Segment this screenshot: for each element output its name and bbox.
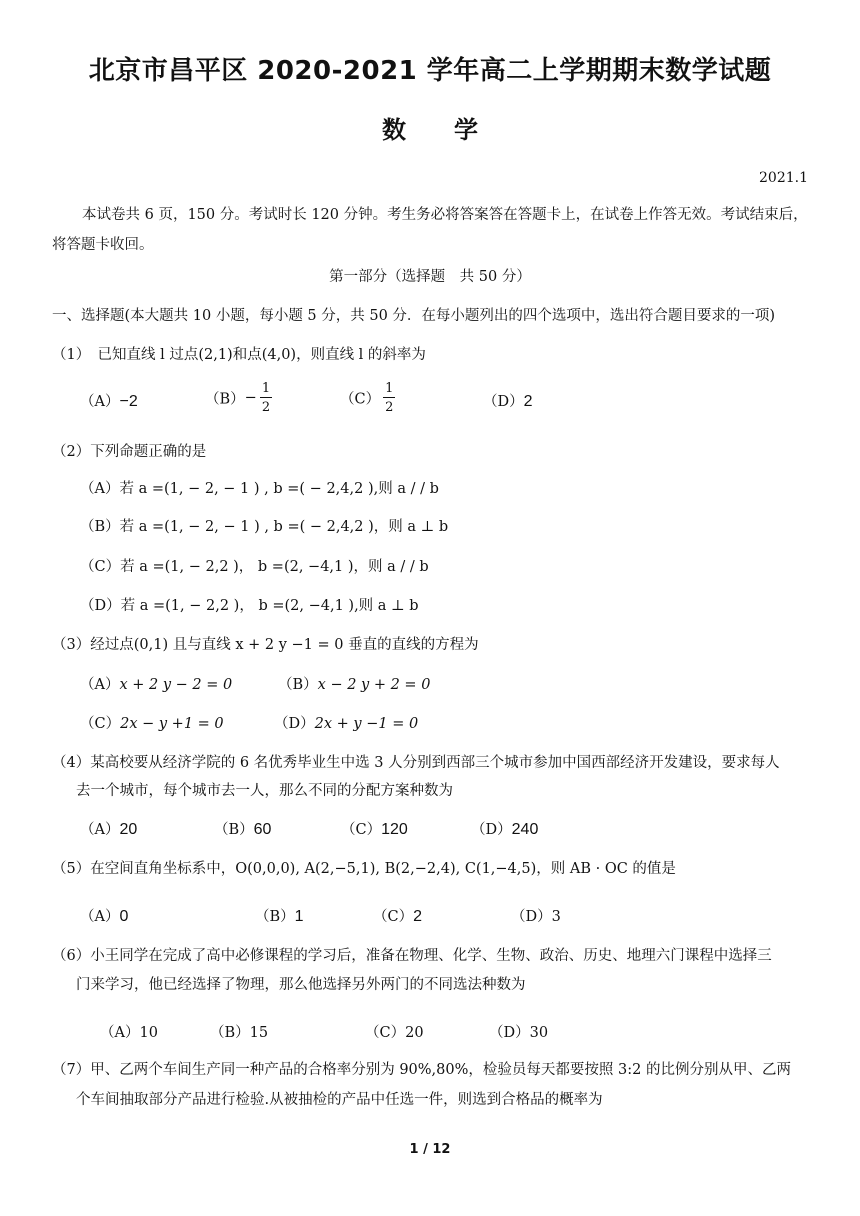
q2-option-b bbox=[80, 515, 448, 536]
q1-option-c bbox=[340, 382, 395, 414]
subject-heading: 数 学 bbox=[382, 116, 478, 144]
option-label: （B） bbox=[278, 677, 318, 693]
option-text: 若 a =(1, − 2,2 )， b =(2, −4,1 ),则 a ⊥ b bbox=[120, 598, 419, 614]
q4-option-a bbox=[80, 818, 137, 839]
option-text: − bbox=[244, 390, 257, 406]
option-label: （D） bbox=[274, 716, 315, 732]
option-text: 120 bbox=[381, 821, 408, 838]
option-label: （C） bbox=[365, 1025, 406, 1041]
q5-option-d bbox=[511, 905, 561, 926]
option-label: （D） bbox=[483, 394, 524, 410]
q3-option-b bbox=[278, 673, 430, 694]
option-text: 2 bbox=[523, 393, 533, 410]
q3-option-c bbox=[80, 712, 224, 733]
option-text: x + 2 y − 2 = 0 bbox=[119, 677, 233, 693]
q6-option-c bbox=[365, 1021, 424, 1042]
option-label: （A） bbox=[80, 822, 120, 838]
option-text: −2 bbox=[119, 393, 138, 410]
exam-title: 北京市昌平区 2020-2021 学年高二上学期期末数学试题 bbox=[88, 56, 772, 86]
q5-option-b bbox=[255, 905, 304, 926]
option-label: （D） bbox=[471, 822, 512, 838]
page-number: 1 / 12 bbox=[409, 1142, 451, 1157]
option-text: x − 2 y + 2 = 0 bbox=[317, 677, 431, 693]
q2-option-a bbox=[80, 477, 439, 498]
question-1-stem: （1） 已知直线 l 过点(2,1)和点(4,0)，则直线 l 的斜率为 bbox=[52, 347, 426, 363]
option-text: 20 bbox=[405, 1025, 424, 1041]
q2-option-c bbox=[80, 555, 429, 576]
fraction-denominator: 2 bbox=[261, 400, 271, 415]
fraction bbox=[260, 382, 272, 414]
q1-option-a bbox=[80, 390, 138, 411]
option-label: （B） bbox=[210, 1025, 250, 1041]
question-6-stem: （6）小王同学在完成了高中必修课程的学习后，准备在物理、化学、生物、政治、历史、地理六门课程中选择三 bbox=[52, 948, 772, 964]
q2-option-d bbox=[80, 594, 419, 615]
option-label: （B） bbox=[214, 822, 254, 838]
q4-option-c bbox=[341, 818, 408, 839]
fraction-numerator: 1 bbox=[261, 381, 271, 396]
fraction-numerator: 1 bbox=[385, 381, 394, 396]
fraction bbox=[383, 382, 395, 414]
option-label: （A） bbox=[80, 677, 120, 693]
q6-option-a bbox=[100, 1021, 158, 1042]
option-text: 3 bbox=[551, 909, 561, 925]
option-text: 10 bbox=[139, 1025, 158, 1041]
question-3-stem: （3）经过点(0,1) 且与直线 x + 2 y −1 = 0 垂直的直线的方程为 bbox=[52, 637, 479, 653]
q3-option-a bbox=[80, 673, 232, 694]
q1-option-d bbox=[483, 390, 533, 411]
option-label: （B） bbox=[255, 909, 295, 925]
question-4-stem-continued: 去一个城市，每个城市去一人，那么不同的分配方案种数为 bbox=[76, 783, 453, 799]
option-text: 30 bbox=[529, 1025, 549, 1041]
question-7-stem: （7）甲、乙两个车间生产同一种产品的合格率分别为 90%,80%，检验员每天都要按照 3:2 的比例分别从甲、乙两 bbox=[52, 1062, 791, 1078]
option-text: 2x + y −1 = 0 bbox=[314, 716, 419, 732]
option-text: 2x − y +1 = 0 bbox=[120, 716, 224, 732]
q5-option-a bbox=[80, 905, 128, 926]
option-label: （B） bbox=[205, 391, 245, 408]
option-label: （C） bbox=[340, 391, 381, 408]
option-text: 60 bbox=[253, 821, 272, 838]
q6-option-d bbox=[489, 1021, 548, 1042]
option-label: （D） bbox=[489, 1025, 530, 1041]
exam-instructions: 本试卷共 6 页，150 分。考试时长 120 分钟。考生务必将答案答在答题卡上，在试卷上作答无效。考试结束后，将答题卡收回。 bbox=[52, 207, 808, 253]
option-text: 0 bbox=[119, 908, 129, 925]
q1-option-b bbox=[205, 382, 272, 414]
option-label: （C） bbox=[80, 559, 121, 575]
fraction-denominator: 2 bbox=[385, 400, 394, 415]
option-label: （A） bbox=[80, 394, 120, 410]
option-label: （A） bbox=[80, 909, 120, 925]
option-label: （C） bbox=[341, 822, 382, 838]
part-one-heading: 第一部分（选择题 共 50 分） bbox=[329, 269, 531, 285]
option-text: 15 bbox=[249, 1025, 269, 1041]
exam-date: 2021.1 bbox=[759, 170, 808, 186]
q3-option-d bbox=[274, 712, 418, 733]
q6-option-b bbox=[210, 1021, 268, 1042]
option-label: （D） bbox=[511, 909, 552, 925]
option-label: （A） bbox=[80, 481, 120, 497]
option-label: （B） bbox=[80, 519, 120, 535]
option-label: （D） bbox=[80, 598, 121, 614]
option-text: 若 a =(1, − 2, − 1 ) , b =( − 2,4,2 )，则 a ⊥ b bbox=[119, 519, 449, 535]
option-text: 若 a =(1, − 2, − 1 ) , b =( − 2,4,2 ),则 a / / b bbox=[119, 481, 439, 497]
question-4-stem: （4）某高校要从经济学院的 6 名优秀毕业生中选 3 人分别到西部三个城市参加中国西部经济开发建设，要求每人 bbox=[52, 755, 780, 771]
option-text: 240 bbox=[511, 821, 539, 838]
option-label: （C） bbox=[80, 716, 121, 732]
q5-option-c bbox=[373, 905, 422, 926]
option-text: 若 a =(1, − 2,2 )， b =(2, −4,1 )，则 a / / b bbox=[120, 559, 429, 575]
question-2-stem: （2）下列命题正确的是 bbox=[52, 444, 207, 460]
option-text: 1 bbox=[294, 908, 304, 925]
section-heading: 一、选择题(本大题共 10 小题，每小题 5 分，共 50 分．在每小题列出的四个选项中，选出符合题目要求的一项) bbox=[52, 308, 776, 324]
q4-option-b bbox=[214, 818, 271, 839]
question-7-stem-continued: 个车间抽取部分产品进行检验.从被抽检的产品中任选一件，则选到合格品的概率为 bbox=[76, 1092, 603, 1108]
option-text: 2 bbox=[413, 908, 423, 925]
question-6-stem-continued: 门来学习，他已经选择了物理，那么他选择另外两门的不同选法种数为 bbox=[76, 977, 526, 993]
q4-option-d bbox=[471, 818, 538, 839]
option-label: （C） bbox=[373, 909, 414, 925]
option-label: （A） bbox=[100, 1025, 140, 1041]
question-5-stem: （5）在空间直角坐标系中，O(0,0,0), A(2,−5,1), B(2,−2,4), C(1,−4,5)，则 AB · OC 的值是 bbox=[52, 861, 676, 877]
option-text: 20 bbox=[119, 821, 138, 838]
